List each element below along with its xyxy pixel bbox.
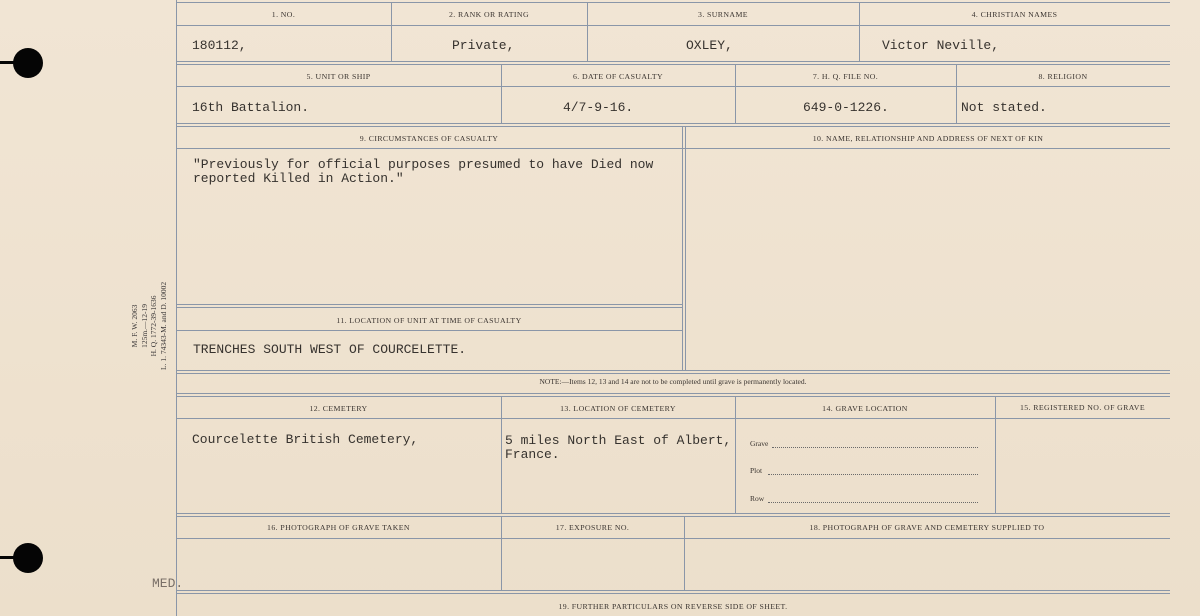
plot-line: [768, 474, 978, 475]
exposure-label: 17. EXPOSURE NO.: [555, 523, 630, 532]
rank-label: 2. RANK OR RATING: [448, 10, 529, 19]
row-line-label: Row: [750, 494, 765, 503]
religion-label: 8. RELIGION: [1038, 72, 1088, 81]
rank-value: Private,: [452, 38, 515, 53]
unit-label: 5. UNIT OR SHIP: [306, 72, 371, 81]
surname-label: 3. SURNAME: [698, 10, 748, 19]
rule: [176, 25, 1170, 26]
location-of-unit-value: TRENCHES SOUTH WEST OF COURCELETTE.: [193, 342, 467, 357]
grave-line: [772, 447, 978, 448]
rule: [176, 148, 1170, 149]
circumstances-value: "Previously for official purposes presumed to have Died now reported Killed in Action.": [193, 157, 654, 186]
cemetery-location-label: 13. LOCATION OF CEMETERY: [560, 404, 676, 413]
unit-value: 16th Battalion.: [192, 100, 310, 115]
cemetery-location-value: 5 miles North East of Albert, France.: [505, 433, 732, 462]
rule: [735, 396, 736, 513]
rule: [176, 590, 1170, 594]
rule: [176, 304, 682, 308]
rule: [501, 396, 502, 513]
rule: [176, 393, 1170, 397]
no-label: 1. NO.: [271, 10, 296, 19]
row-line: [768, 502, 978, 503]
rule: [176, 370, 1170, 374]
hq-file-label: 7. H. Q. FILE NO.: [812, 72, 879, 81]
grave-line-label: Grave: [750, 439, 769, 448]
circumstances-label: 9. CIRCUMSTANCES OF CASUALTY: [359, 134, 499, 143]
rule: [176, 513, 1170, 517]
rule: [682, 126, 683, 370]
note-text: NOTE:—Items 12, 13 and 14 are not to be completed until grave is permanently located.: [539, 377, 807, 386]
further-particulars-label: 19. FURTHER PARTICULARS ON REVERSE SIDE OF SHEET.: [558, 602, 788, 611]
next-of-kin-label: 10. NAME, RELATIONSHIP AND ADDRESS OF NEXT OF KIN: [812, 134, 1044, 143]
christian-names-label: 4. CHRISTIAN NAMES: [971, 10, 1058, 19]
rule: [995, 396, 996, 513]
religion-value: Not stated.: [961, 100, 1047, 115]
surname-value: OXLEY,: [686, 38, 733, 53]
form-ref-line: H. Q. 1772-39-1636: [149, 295, 158, 357]
rule: [176, 123, 1170, 127]
stamp-text: MED.: [152, 576, 184, 591]
rule: [685, 126, 686, 370]
grave-location-label: 14. GRAVE LOCATION: [822, 404, 908, 413]
plot-line-label: Plot: [750, 466, 763, 475]
hq-file-value: 649-0-1226.: [803, 100, 889, 115]
photo-supplied-label: 18. PHOTOGRAPH OF GRAVE AND CEMETERY SUPPLIED TO: [809, 523, 1045, 532]
date-label: 6. DATE OF CASUALTY: [572, 72, 664, 81]
location-of-unit-label: 11. LOCATION OF UNIT AT TIME OF CASUALTY: [336, 316, 522, 325]
registered-no-label: 15. REGISTERED NO. OF GRAVE: [1019, 403, 1145, 412]
punch-hole-top: [13, 48, 43, 78]
date-value: 4/7-9-16.: [563, 100, 634, 115]
photo-taken-label: 16. PHOTOGRAPH OF GRAVE TAKEN: [267, 523, 410, 532]
rule: [176, 61, 1170, 65]
rule: [176, 418, 1170, 419]
punch-hole-bottom: [13, 543, 43, 573]
rule: [176, 2, 1170, 3]
form-ref-line: 125m.—12-19: [139, 303, 149, 348]
cemetery-value: Courcelette British Cemetery,: [192, 432, 419, 447]
cemetery-label: 12. CEMETERY: [309, 404, 368, 413]
rule: [176, 86, 1170, 87]
rule: [176, 330, 682, 331]
service-number: 180112,: [192, 38, 247, 53]
form-reference: [130, 282, 168, 370]
christian-names-value: Victor Neville,: [882, 38, 1000, 53]
form-ref-line: L. 1. 74343-M. and D. 10002: [158, 281, 168, 370]
rule: [176, 538, 1170, 539]
form-ref-line: M. F. W. 2063: [130, 304, 139, 348]
